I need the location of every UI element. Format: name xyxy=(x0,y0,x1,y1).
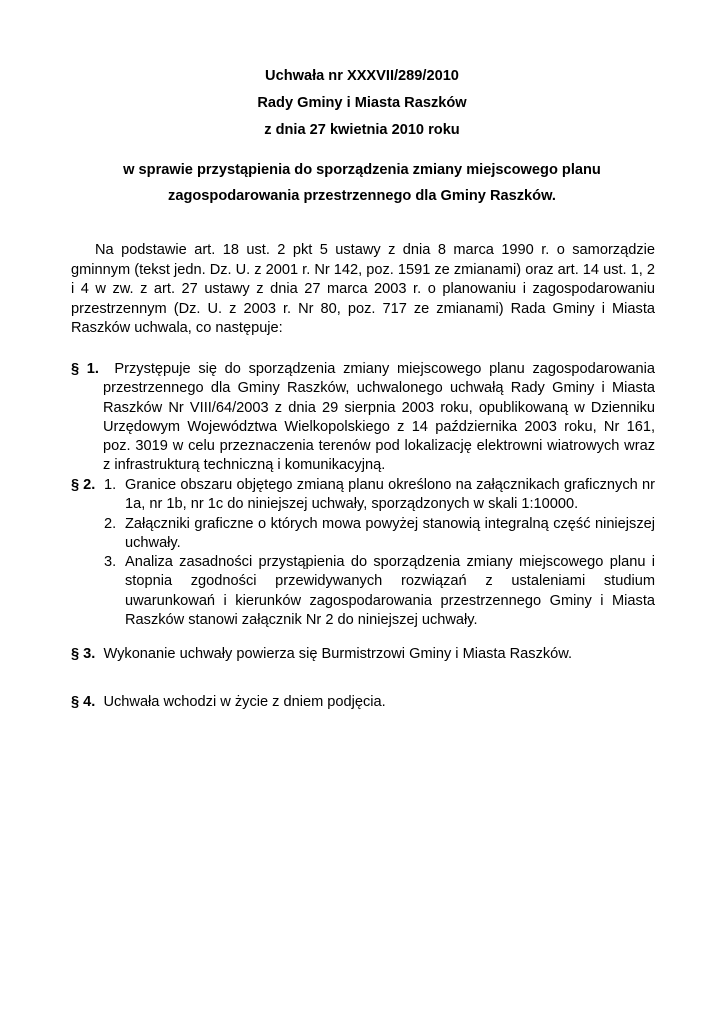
preamble-paragraph xyxy=(71,241,655,339)
resolution-title xyxy=(0,157,724,209)
preamble-text: Na podstawie art. 18 ust. 2 pkt 5 ustawy z dnia 8 marca 1990 r. o samorządzie gminnym (tekst jedn. Dz. U. z 2001 r. Nr 142, poz. 1591 ze zmianami) oraz art. 14 ust. 1, 2 i 4 w zw. z art. 27 ustawy z dnia 27 marca 2003 r. o planowaniu i zagospodarowaniu przestrzennym (Dz. U. z 2003 r. Nr 80, poz. 717 ze zmianami) Rada Gminy i Miasta Raszków uchwala, co następuje: xyxy=(71,242,656,336)
council-name: Rady Gminy i Miasta Raszków xyxy=(257,95,467,111)
title-line-1: w sprawie przystąpienia do sporządzenia zmiany miejscowego planu xyxy=(123,162,601,178)
section-1-label: § 1. xyxy=(71,361,99,377)
list-item xyxy=(104,553,655,630)
resolution-date: z dnia 27 kwietnia 2010 roku xyxy=(264,122,460,138)
list-item-number: 2. xyxy=(104,515,117,532)
section-2 xyxy=(71,476,655,630)
resolution-number: Uchwała nr XXXVII/289/2010 xyxy=(265,68,459,84)
section-4-text: Uchwała wchodzi w życie z dniem podjęcia. xyxy=(103,694,386,710)
list-item xyxy=(104,476,655,515)
list-item-number: 3. xyxy=(104,554,117,571)
list-item-text: Analiza zasadności przystąpienia do sporządzenia zmiany miejscowego planu i stopnia zgodności przewidywanych rozwiązań z ustaleniami studium uwarunkowań i kierunków zagospodarowania przestrzennego Gminy i Miasta Raszków stanowi załącznik Nr 2 do niniejszej uchwały. xyxy=(125,554,655,629)
resolution-header xyxy=(0,63,724,144)
list-item xyxy=(104,515,655,554)
section-2-list xyxy=(104,476,655,630)
list-item-number: 1. xyxy=(104,477,117,493)
list-item-text: Załączniki graficzne o których mowa powyżej stanowią integralną część niniejszej uchwały. xyxy=(125,515,655,551)
section-2-label: § 2. xyxy=(71,477,96,493)
list-item-text: Granice obszaru objętego zmianą planu określono na załącznikach graficznych nr 1a, nr 1b, nr 1c do niniejszej uchwały, sporządzonych w skali 1:10000. xyxy=(125,477,655,513)
section-4 xyxy=(71,693,655,712)
section-1-body xyxy=(71,360,655,476)
section-1-text: Przystępuje się do sporządzenia zmiany miejscowego planu zagospodarowania przestrzennego dla Gminy Raszków, uchwalonego uchwałą Rady Gminy i Miasta Raszków Nr VIII/64/2003 z dnia 29 sierpnia 2003 roku, opublikowaną w Dzienniku Urzędowym Województwa Wielkopolskiego z 14 października 2003 roku, Nr 161, poz. 3019 w celu przeznaczenia terenów pod lokalizację elektrowni wiatrowych wraz z infrastrukturą techniczną i komunikacyjną. xyxy=(103,361,655,474)
section-4-label: § 4. xyxy=(71,694,96,710)
section-1 xyxy=(71,360,655,476)
title-line-2: zagospodarowania przestrzennego dla Gminy Raszków. xyxy=(168,188,556,204)
section-3-label: § 3. xyxy=(71,646,96,662)
section-3-text: Wykonanie uchwały powierza się Burmistrzowi Gminy i Miasta Raszków. xyxy=(103,646,573,662)
section-3 xyxy=(71,645,655,664)
